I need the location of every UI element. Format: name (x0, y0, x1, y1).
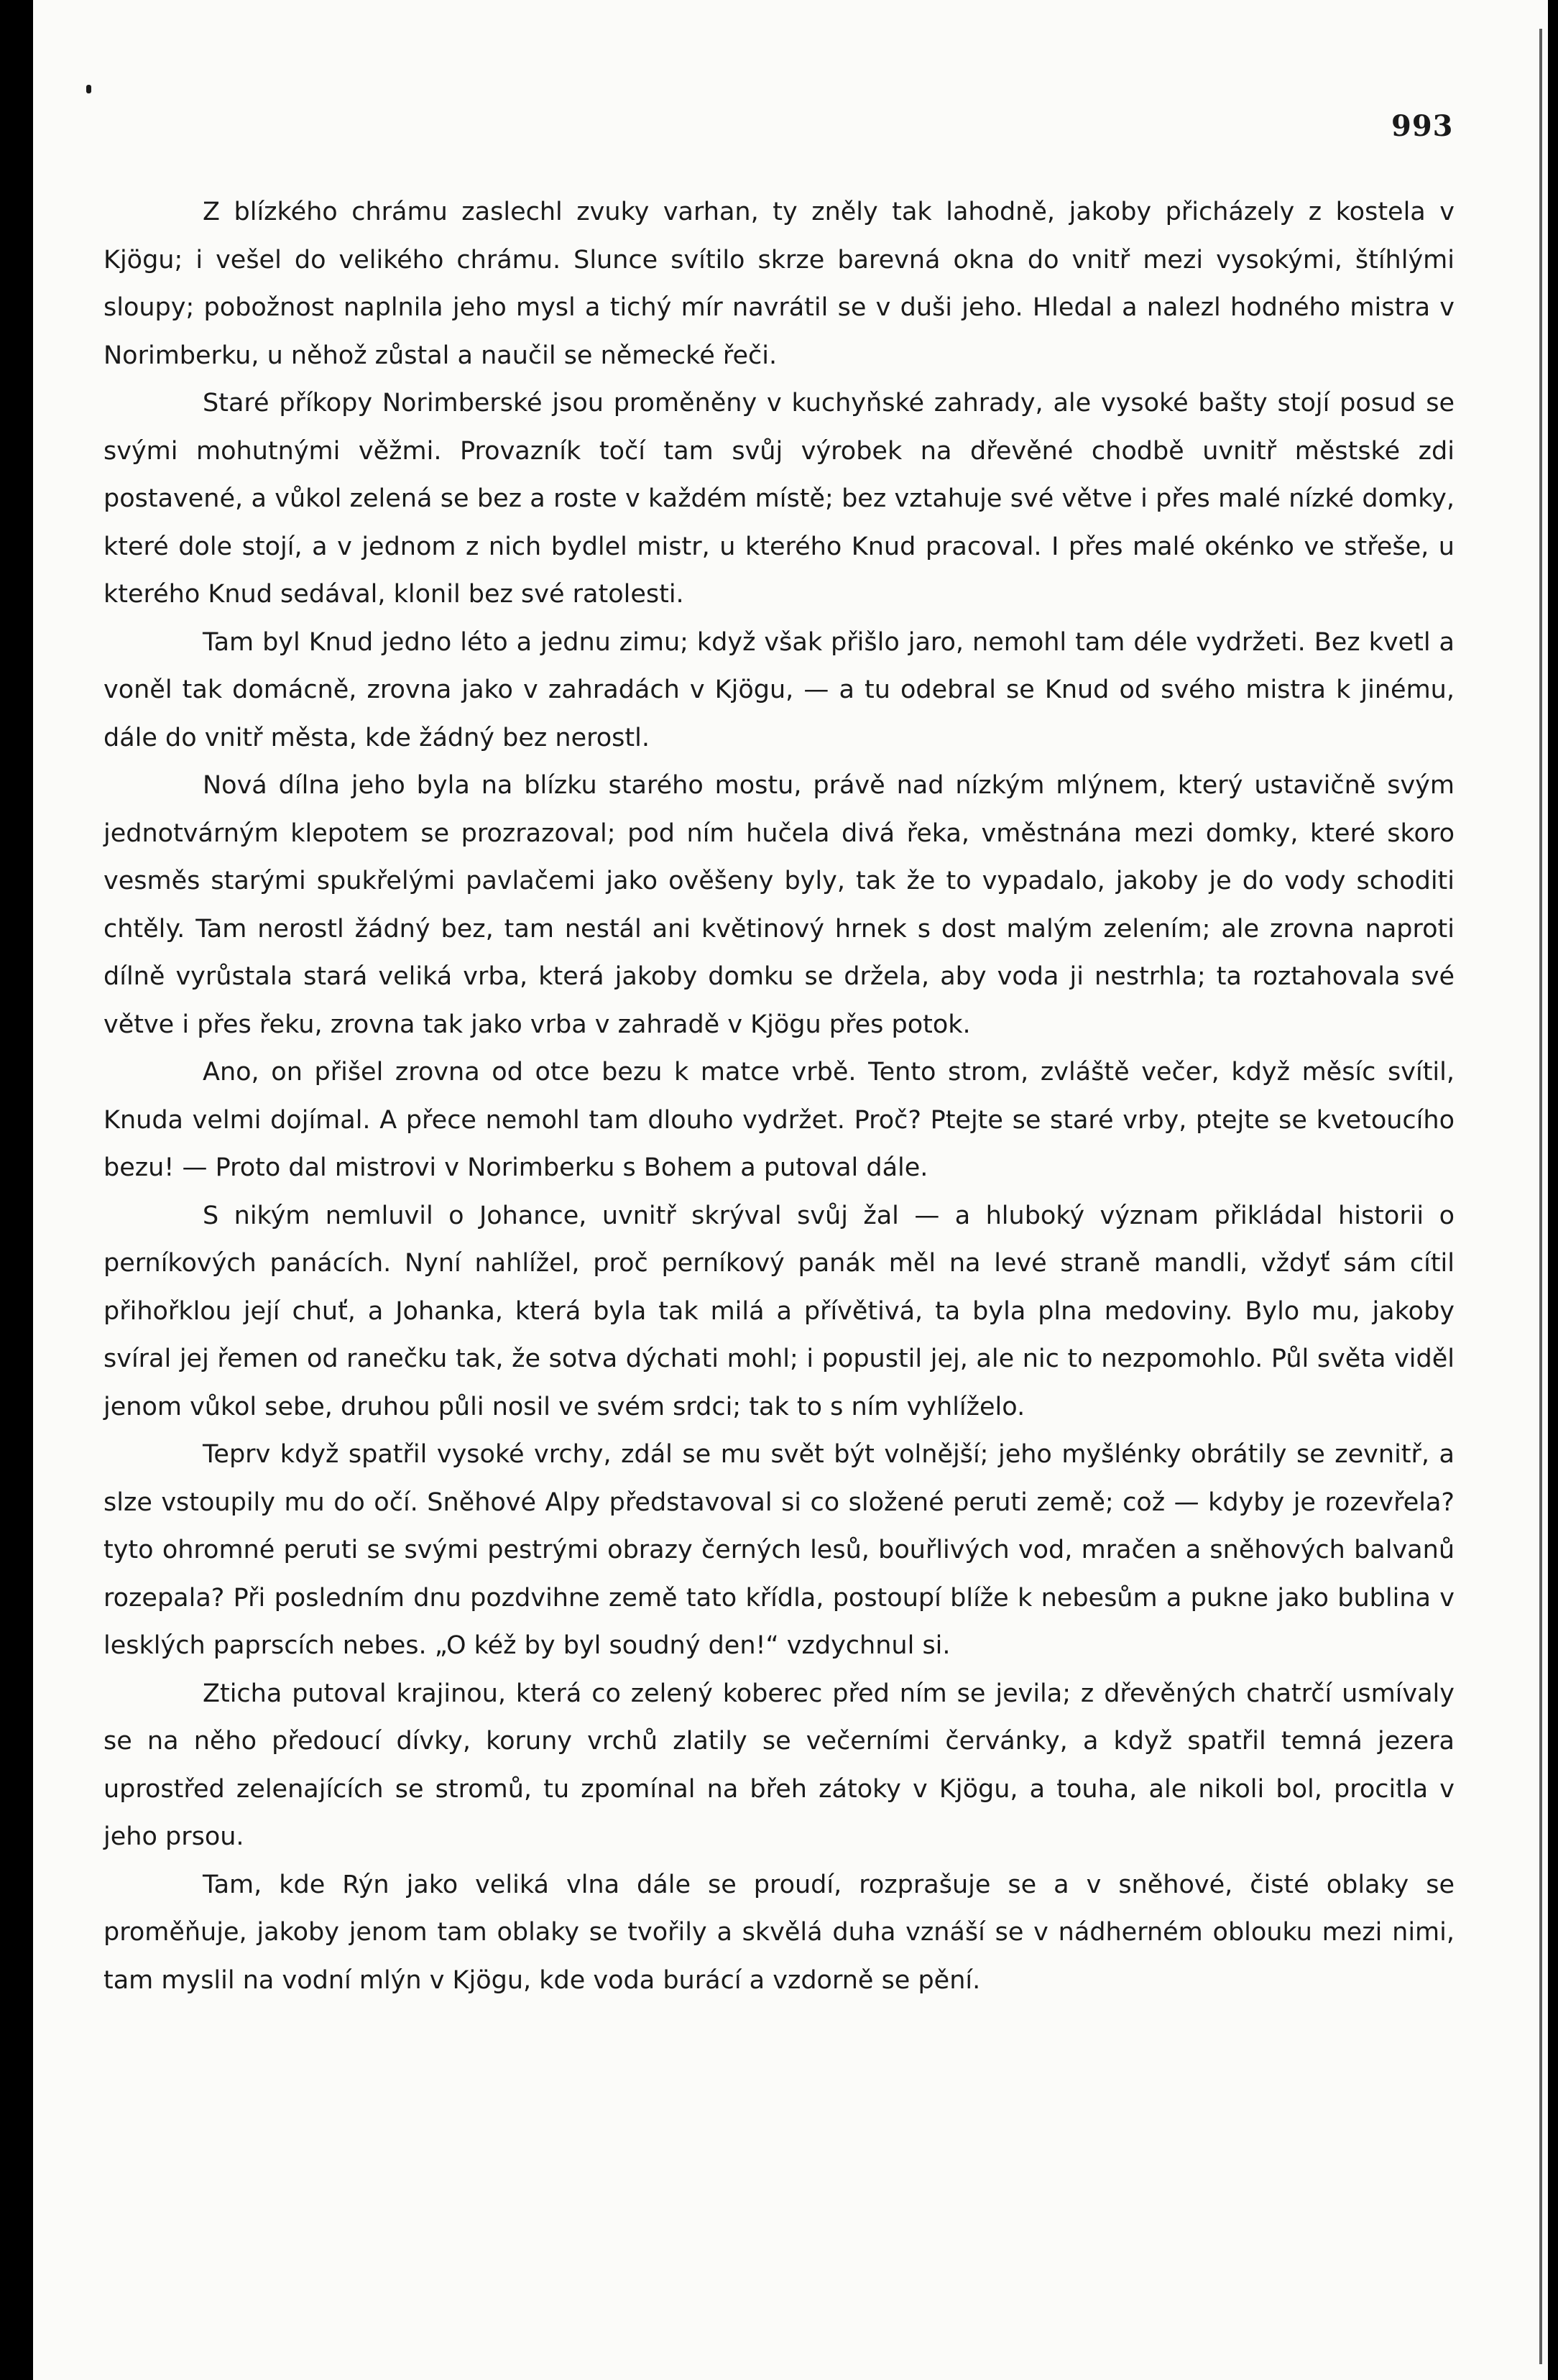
paragraph: Staré příkopy Norimberské jsou proměněny v kuchyňské zahrady, ale vysoké bašty stojí posud se svými mohutnými věžmi. Provazník točí tam svůj výrobek na dřevěné chodbě uvnitř městské zdi postavené, a vůkol zelená se bez a roste v každém místě; bez vztahuje své větve i přes malé nízké domky, které dole stojí, a v jednom z nich bydlel mistr, u kterého Knud pracoval. I přes malé okénko ve střeše, u kterého Knud sedával, klonil bez své ratolesti. (103, 389, 1455, 609)
page-edge-shadow (1539, 29, 1542, 2364)
paragraph: Nová dílna jeho byla na blízku starého mostu, právě nad nízkým mlýnem, který ustavičně svým jednotvárným klepotem se prozrazoval; pod ním hučela divá řeka, vměstnána mezi domky, které skoro vesměs starými spukřelými pavlačemi jako ověšeny byly, tak že to vypadalo, jakoby je do vody schoditi chtěly. Tam nerostl žádný bez, tam nestál ani květinový hrnek s dost malým zelením; ale zrovna naproti dílně vyrůstala stará veliká vrba, která jakoby domku se držela, aby voda ji nestrhla; ta roztahovala své větve i přes řeku, zrovna tak jako vrba v zahradě v Kjögu přes potok. (103, 771, 1455, 1039)
paragraph: Zticha putoval krajinou, která co zelený koberec před ním se jevila; z dřevěných chatrčí usmívaly se na něho předoucí dívky, koruny vrchů zlatily se večerními červánky, a když spatřil temná jezera uprostřed zelenajících se stromů, tu zpomínal na břeh zátoky v Kjögu, a touha, ale nikoli bol, procitla v jeho prsou. (103, 1679, 1455, 1851)
paragraph: Tam, kde Rýn jako veliká vlna dále se proudí, rozprašuje se a v sněhové, čisté oblaky se proměňuje, jakoby jenom tam oblaky se tvořily a skvělá duha vznáší se v nádherném oblouku mezi nimi, tam myslil na vodní mlýn v Kjögu, kde voda burácí a vzdorně se pění. (103, 1870, 1455, 1995)
paragraph: Z blízkého chrámu zaslechl zvuky varhan, ty zněly tak lahodně, jakoby přicházely z kostela v Kjögu; i vešel do velikého chrámu. Slunce svítilo skrze barevná okna do vnitř mezi vysokými, štíhlými sloupy; pobožnost naplnila jeho mysl a tichý mír navrátil se v duši jeho. Hledal a nalezl hodného mistra v Norimberku, u něhož zůstal a naučil se německé řeči. (103, 198, 1455, 370)
ink-speck (86, 85, 91, 93)
page-number: 993 (1391, 109, 1454, 143)
paragraph: S nikým nemluvil o Johance, uvnitř skrýval svůj žal — a hluboký význam přikládal historii o perníkových panácích. Nyní nahlížel, proč perníkový panák měl na levé straně mandli, vždyť sám cítil přihořklou její chuť, a Johanka, která byla tak milá a přívětivá, ta byla plna medoviny. Bylo mu, jakoby svíral jej řemen od ranečku tak, že sotva dýchati mohl; i popustil jej, ale nic to nezpomohlo. Půl světa viděl jenom vůkol sebe, druhou půli nosil ve svém srdci; tak to s ním vyhlíželo. (103, 1201, 1455, 1421)
paragraph: Teprv když spatřil vysoké vrchy, zdál se mu svět být volnější; jeho myšlénky obrátily se zevnitř, a slze vstoupily mu do očí. Sněhové Alpy představoval si co složené peruti země; což — kdyby je rozevřela? tyto ohromné peruti se svými pestrými obrazy černých lesů, bouřlivých vod, mračen a sněhových balvanů rozepala? Při posledním dnu pozdvihne země tato křídla, postoupí blíže k nebesům a pukne jako bublina v lesklých paprscích nebes. „O kéž by byl soudný den!“ vzdychnul si. (103, 1440, 1455, 1660)
paragraph: Tam byl Knud jedno léto a jednu zimu; když však přišlo jaro, nemohl tam déle vydržeti. Bez kvetl a voněl tak domácně, zrovna jako v zahradách v Kjögu, — a tu odebral se Knud od svého mistra k jinému, dále do vnitř města, kde žádný bez nerostl. (103, 627, 1455, 752)
paragraph: Ano, on přišel zrovna od otce bezu k matce vrbě. Tento strom, zvláště večer, když měsíc svítil, Knuda velmi dojímal. A přece nemohl tam dlouho vydržet. Proč? Ptejte se staré vrby, ptejte se kvetoucího bezu! — Proto dal mistrovi v Norimberku s Bohem a putoval dále. (103, 1058, 1455, 1182)
page-body (103, 188, 1455, 2004)
book-page (33, 0, 1548, 2380)
